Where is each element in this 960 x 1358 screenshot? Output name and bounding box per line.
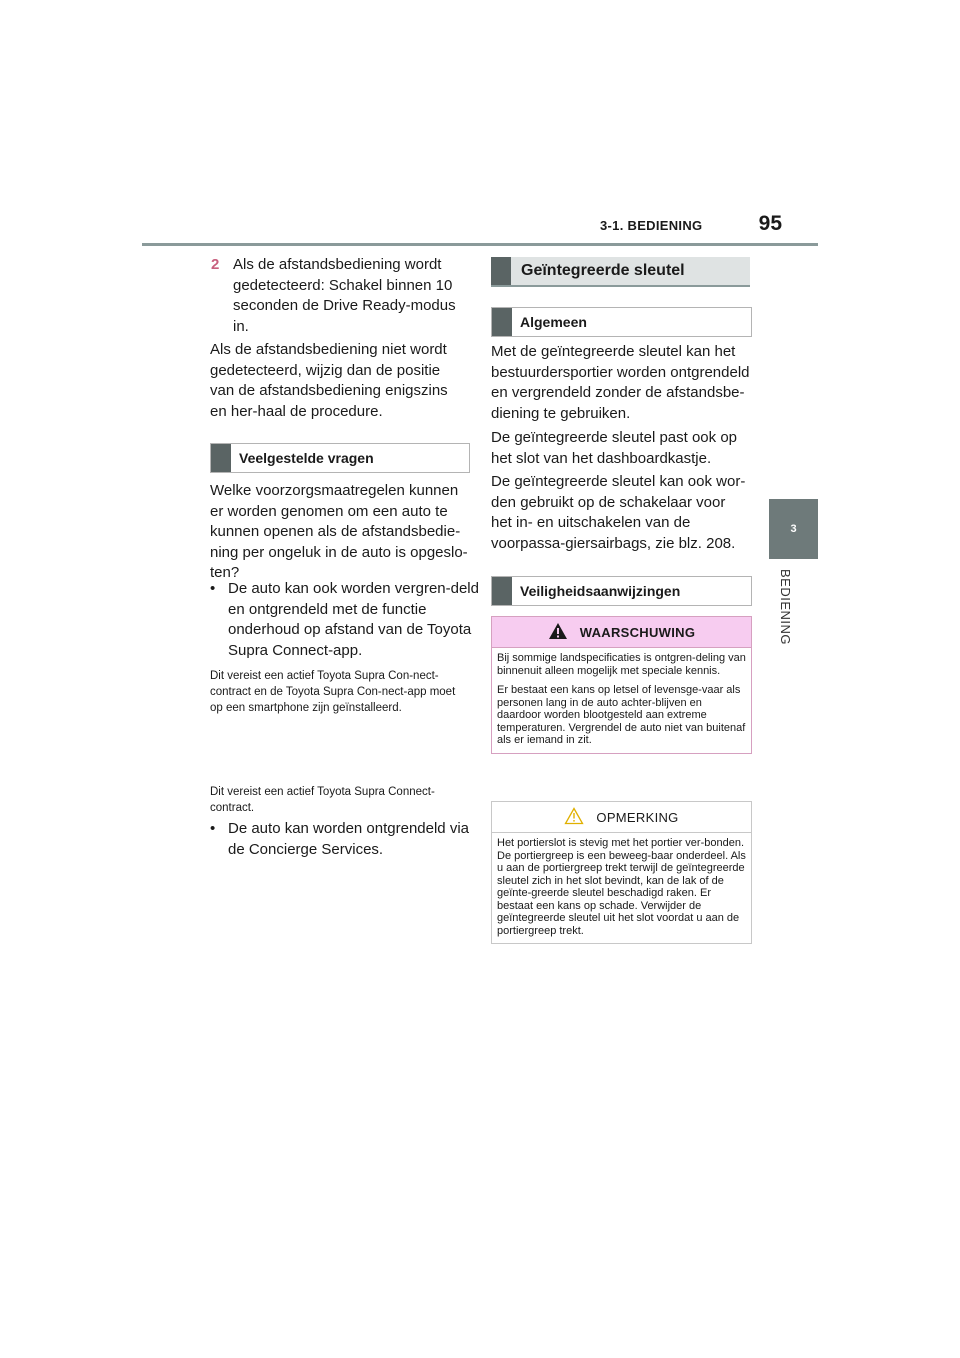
title-marker <box>491 257 511 285</box>
paragraph: De geïntegreerde sleutel kan ook wor-den gebruikt op de schakelaar voor het in- en uitschakelen van de voorpassa-giersairbags, zie blz. 208. <box>491 473 746 552</box>
chapter-label <box>772 567 816 647</box>
section-title <box>491 257 750 287</box>
warning-box <box>491 616 752 754</box>
paragraph: Met de geïntegreerde sleutel kan het bestuurdersportier worden ontgrendeld en vergrendeld zonder de afstandsbe-diening te gebruiken. <box>491 343 750 422</box>
step-text: Als de afstandsbediening wordt gedetecteerd: Schakel binnen 10 seconden de Drive Ready-modus in. <box>233 256 456 335</box>
header-rule <box>142 243 818 246</box>
warning-body <box>492 648 751 753</box>
faq-note-1: Dit vereist een actief Toyota Supra Con-nect-contract en de Toyota Supra Con-nect-app moet op een smartphone zijn geïnstalleerd. <box>210 670 456 714</box>
faq-note-2: Dit vereist een actief Toyota Supra Connect-contract. <box>210 786 435 814</box>
warning-title-text: WAARSCHUWING <box>579 624 696 640</box>
faq-answer-bullet-1: • De auto kan ook worden vergren-deld en ontgrendeld met de functie onderhoud op afstand van de Toyota Supra Connect-app. <box>210 579 486 661</box>
safety-heading <box>491 576 752 606</box>
procedure-step <box>211 255 468 337</box>
caution-triangle-icon <box>564 807 584 828</box>
warning-text: Er bestaat een kans op letsel of levensge-vaar als personen lang in de auto achter-blijven en daardoor worden blootgesteld aan extreme temperaturen. Vergrendel de auto niet van buitenaf als er iemand in zit. <box>497 684 746 746</box>
faq-heading <box>210 443 470 473</box>
notice-title-text: OPMERKING <box>596 809 679 825</box>
notice-text: Het portierslot is stevig met het portier ver-bonden. De portiergreep is een beweeg-baar onderdeel. Als u aan de portiergreep trekt terwijl de geïntegreerde sleutel zich in het slot bevindt, kan de lak of de geïnte-greerde sleutel beschadigd raken. Er bestaat een kans op schade. Verwijder de geïntegreerde sleutel uit het slot voordat u aan de portiergreep trekt. <box>497 837 746 937</box>
chapter-label-text: BEDIENING <box>778 569 793 646</box>
chapter-number: 3 <box>790 523 797 535</box>
faq-answer-bullet-2: • De auto kan worden ontgrendeld via de Concierge Services. <box>210 819 486 860</box>
general-heading <box>491 307 752 337</box>
notice-body <box>492 833 751 943</box>
section-title-label: Geïntegreerde sleutel <box>521 262 685 279</box>
paragraph: Als de afstandsbediening niet wordt gedetecteerd, wijzig dan de positie van de afstandsbediening enigszins en her-haal de procedure. <box>210 341 448 420</box>
heading-marker <box>492 577 512 605</box>
warning-text: Bij sommige landspecificaties is ontgren-deling van binnenuit alleen mogelijk met speciale kennis. <box>497 652 746 677</box>
heading-marker <box>211 444 231 472</box>
chapter-tab <box>769 499 818 559</box>
page-number: 95 <box>758 212 782 235</box>
section-header: 3-1. BEDIENING <box>600 218 703 233</box>
notice-box <box>491 801 752 944</box>
notice-title <box>492 802 751 833</box>
faq-heading-label: Veelgestelde vragen <box>239 450 374 466</box>
general-heading-label: Algemeen <box>520 314 587 330</box>
faq-question: Welke voorzorgsmaatregelen kunnen er worden genomen om een auto te kunnen openen als de afstandsbedie-ning per ongeluk in de auto is opgeslo-ten? <box>210 482 468 581</box>
paragraph: De geïntegreerde sleutel past ook op het slot van het dashboardkastje. <box>491 429 737 467</box>
heading-marker <box>492 308 512 336</box>
warning-title <box>492 617 751 648</box>
safety-heading-label: Veiligheidsaanwijzingen <box>520 583 681 599</box>
step-number: 2 <box>211 256 220 273</box>
warning-triangle-icon <box>548 622 568 643</box>
